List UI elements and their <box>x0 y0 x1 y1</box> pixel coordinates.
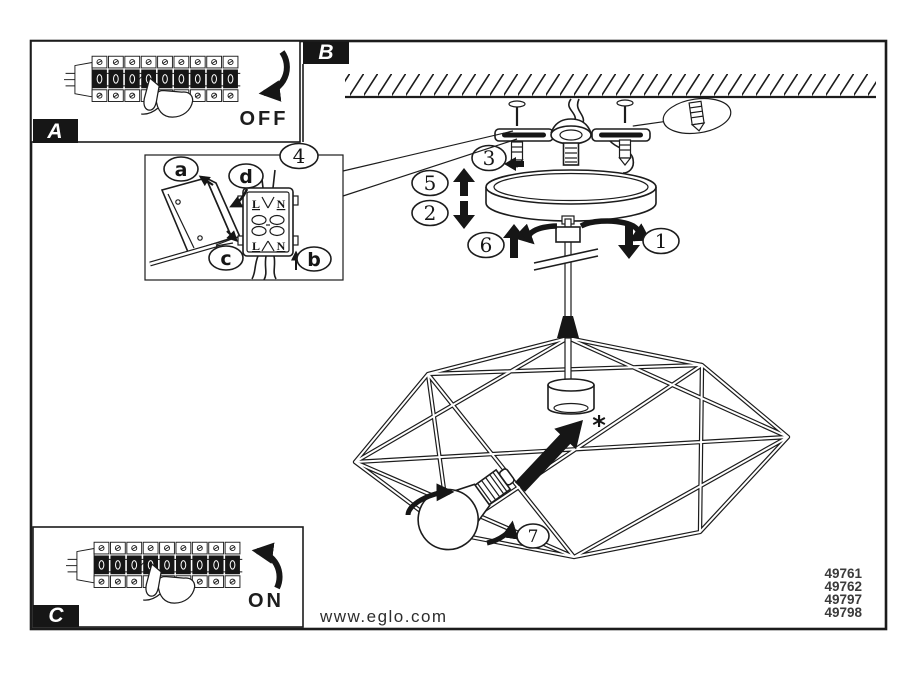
terminal-N-top: N <box>276 197 286 211</box>
panel-c-letter: C <box>48 604 64 627</box>
letter-b: b <box>307 249 321 271</box>
on-label: ON <box>248 590 284 612</box>
panel-b-letter: B <box>318 41 334 64</box>
terminal-L-top: L <box>251 197 261 211</box>
terminal-L-bottom: L <box>251 239 261 253</box>
ceiling-canopy <box>486 170 656 224</box>
step-4 <box>280 144 318 169</box>
step-1-number: 1 <box>654 229 668 253</box>
step-2-number: 2 <box>423 201 437 225</box>
letter-d: d <box>239 166 253 188</box>
step-7 <box>517 524 549 548</box>
screw-head-left-icon <box>509 101 525 107</box>
off-label: OFF <box>239 108 289 130</box>
terminal-N-bottom: N <box>276 239 286 253</box>
step-6-number: 6 <box>479 233 493 257</box>
letter-a: a <box>174 159 188 181</box>
adjustment-nut <box>556 227 580 242</box>
screw-head-right-icon <box>617 100 633 106</box>
step-3-number: 3 <box>482 146 496 170</box>
step-5-number: 5 <box>423 171 437 195</box>
panel-a-letter: A <box>47 120 63 143</box>
letter-c: c <box>220 248 232 270</box>
panel-a-power-off <box>31 41 300 143</box>
model-number-list <box>824 566 862 620</box>
step-4-number: 4 <box>292 144 306 168</box>
asterisk-note: * <box>592 411 606 441</box>
model-number: 49762 <box>824 579 862 594</box>
website-url: www.eglo.com <box>320 607 448 626</box>
panel-c-power-on <box>33 527 303 627</box>
ceiling-hatch <box>345 74 876 97</box>
model-number: 49798 <box>824 605 862 620</box>
lamp-socket <box>548 379 594 414</box>
step-7-number: 7 <box>527 527 539 547</box>
model-number: 49761 <box>824 566 862 581</box>
model-number: 49797 <box>824 592 862 607</box>
callout-b <box>296 247 331 271</box>
